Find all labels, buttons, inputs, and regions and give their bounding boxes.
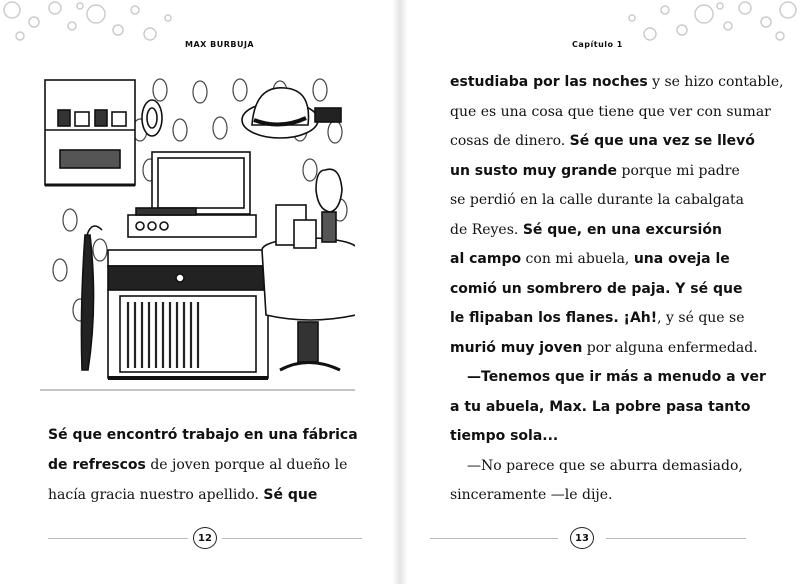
text-line (48, 480, 368, 510)
text-line (450, 245, 770, 275)
text-line (450, 304, 770, 334)
footer-rule-right (606, 538, 746, 539)
text-run: porque mi padre (617, 162, 740, 179)
text-line (450, 157, 770, 187)
bold-text-run: de refrescos (48, 457, 146, 473)
bold-text-run: Sé que (263, 487, 318, 503)
left-body-text (48, 420, 368, 510)
text-run: y se hizo contable, (647, 74, 784, 90)
bold-text-run: Sé que una vez se llevó (569, 133, 755, 149)
bold-text-run: murió muy joven (450, 339, 583, 356)
text-line (450, 275, 770, 305)
bold-text-run: tiempo sola... (450, 428, 559, 444)
text-run: de Reyes. (450, 221, 523, 238)
text-run: cosas de dinero. (450, 133, 570, 149)
bold-text-run: Sé que encontró trabajo en una fábrica (48, 427, 358, 443)
bold-text-run: —Tenemos que ir más a menudo a ver (467, 369, 766, 385)
text-line (450, 127, 770, 157)
text-line (450, 481, 770, 511)
right-page (400, 0, 800, 584)
text-line (450, 68, 784, 98)
right-body-text (450, 68, 784, 511)
room-illustration (40, 70, 355, 410)
bold-text-run: Sé que, en una excursión (522, 221, 722, 238)
text-run: que es una cosa que tiene que ver con sumar (450, 103, 771, 120)
text-line (450, 393, 770, 423)
bold-text-run: al campo (450, 251, 522, 267)
text-line (450, 452, 770, 482)
text-run: , y sé que se (657, 310, 745, 326)
text-run: se perdió en la calle durante la cabalgata (450, 192, 745, 208)
footer-rule-right (222, 538, 362, 539)
text-run: por alguna enfermedad. (582, 339, 758, 356)
running-head: Capítulo 1 (572, 40, 623, 49)
text-line (450, 186, 770, 216)
book-gutter (392, 0, 408, 584)
bold-text-run: estudiaba por las noches (450, 74, 648, 90)
text-line (450, 363, 770, 393)
bold-text-run: comió un sombrero de paja. Y sé que (450, 280, 743, 297)
page-number: 12 (193, 527, 217, 549)
footer-rule-left (48, 538, 188, 539)
text-line (48, 420, 368, 450)
bold-text-run: le flipaban los flanes. ¡Ah! (450, 310, 658, 326)
text-line (450, 334, 770, 364)
page-number: 13 (570, 527, 594, 549)
text-run: sinceramente —le dije. (450, 487, 613, 503)
text-line (48, 450, 368, 480)
text-run: con mi abuela, (521, 251, 634, 267)
bubbles-decoration-right (600, 0, 800, 50)
footer-rule-left (430, 538, 558, 539)
bold-text-run: un susto muy grande (450, 162, 618, 179)
text-line (450, 422, 770, 452)
bold-text-run: a tu abuela, Max. La pobre pasa tanto (450, 398, 751, 415)
running-head: MAX BURBUJA (185, 40, 255, 49)
text-run: hacía gracia nuestro apellido. (48, 487, 264, 503)
bubbles-decoration-left (0, 0, 200, 50)
text-line (450, 216, 770, 246)
text-run: de joven porque al dueño le (145, 457, 348, 473)
text-run: —No parece que se aburra demasiado, (467, 457, 743, 474)
bold-text-run: una oveja le (633, 251, 730, 267)
text-line (450, 98, 770, 128)
